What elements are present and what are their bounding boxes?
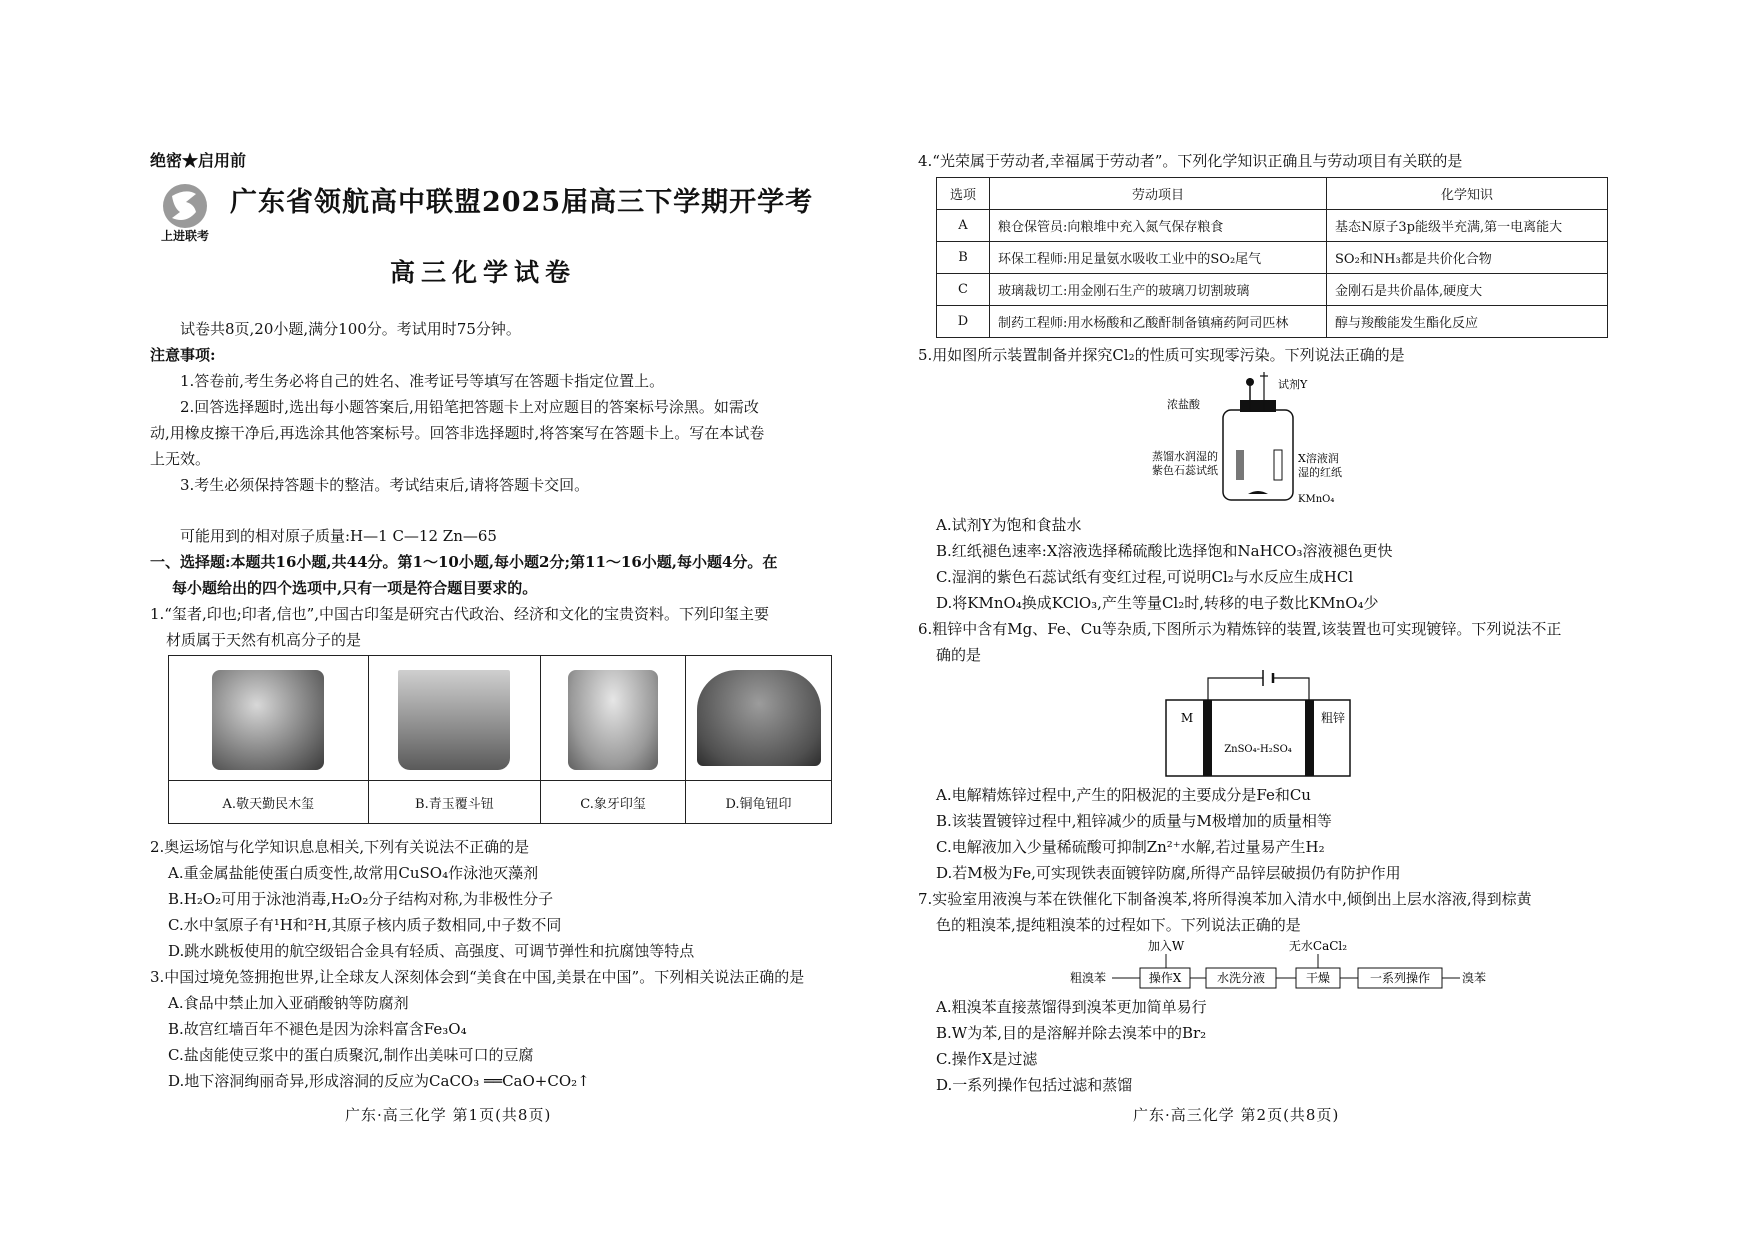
q7-option-b: B.W为苯,目的是溶解并除去溴苯中的Br₂: [936, 1024, 1207, 1042]
flow-start: 粗溴苯: [1070, 971, 1107, 985]
right-page: [918, 0, 1608, 1236]
flow-dry: 干燥: [1305, 971, 1331, 985]
section-heading: 一、选择题:本题共16小题,共44分。第1～10小题,每小题2分;第11～16小题,每小题4分。在: [150, 553, 778, 571]
q4-stem: 4.“光荣属于劳动者,幸福属于劳动者”。下列化学知识正确且与劳动项目有关联的是: [918, 152, 1463, 170]
flow-anhydrous-cacl2: 无水CaCl₂: [1288, 939, 1348, 953]
q1-option-b: B.青玉覆斗钮: [368, 781, 541, 824]
q2-option-a: A.重金属盐能使蛋白质变性,故常用CuSO₄作泳池灭藻剂: [168, 864, 539, 882]
q4-row-b-knowledge: SO₂和NH₃都是共价化合物: [1327, 242, 1608, 274]
q1-option-c: C.象牙印玺: [541, 781, 686, 824]
q5-option-b: B.红纸褪色速率:X溶液选择稀硫酸比选择饱和NaHCO₃溶液褪色更快: [936, 542, 1393, 560]
q4-row-a-option: A: [937, 210, 990, 242]
exam-subtitle: 高三化学试卷: [390, 258, 577, 287]
note-2-end: 上无效。: [150, 450, 211, 468]
note-3: 3.考生必须保持答题卡的整洁。考试结束后,请将答题卡交回。: [180, 476, 590, 494]
label-xsolution-2: 湿的红纸: [1298, 466, 1342, 479]
label-xsolution-1: X溶液润: [1298, 452, 1339, 465]
q1-option-d: D.铜龟钮印: [686, 781, 832, 824]
secret-label: 绝密★启用前: [150, 151, 247, 170]
q4-row-c-knowledge: 金刚石是共价晶体,硬度大: [1327, 274, 1608, 306]
jade-seal-image: [398, 670, 510, 770]
q4-row-d: [937, 306, 1608, 338]
q4-row-d-option: D: [937, 306, 990, 338]
left-page: [150, 0, 830, 1236]
q4-row-c-option: C: [937, 274, 990, 306]
q3-stem: 3.中国过境免签拥抱世界,让全球友人深刻体会到“美食在中国,美景在中国”。下列相关说法正确的是: [150, 968, 805, 986]
chlorine-apparatus-diagram: [1148, 372, 1368, 512]
note-1: 1.答卷前,考生务必将自己的姓名、准考证号等填写在答题卡指定位置上。: [180, 372, 665, 390]
q2-option-b: B.H₂O₂可用于泳池消毒,H₂O₂分子结构对称,为非极性分子: [168, 890, 554, 908]
q5-option-c: C.湿润的紫色石蕊试纸有变红过程,可说明Cl₂与水反应生成HCl: [936, 568, 1354, 586]
label-kmno4: KMnO₄: [1298, 494, 1335, 505]
logo-text: 上进联考: [160, 229, 210, 243]
q7-option-d: D.一系列操作包括过滤和蒸馏: [936, 1076, 1133, 1094]
label-litmus-2: 紫色石蕊试纸: [1152, 464, 1218, 477]
q7-option-c: C.操作X是过滤: [936, 1050, 1038, 1068]
label-electrode-m: M: [1180, 711, 1194, 725]
q1-seal-table: [168, 655, 832, 824]
page-footer-right: 广东·高三化学 第2页(共8页): [1133, 1106, 1340, 1124]
q2-stem: 2.奥运场馆与化学知识息息相关,下列有关说法不正确的是: [150, 838, 530, 856]
flow-end: 溴苯: [1462, 971, 1487, 985]
q2-option-c: C.水中氢原子有¹H和²H,其原子核内质子数相同,中子数不同: [168, 916, 562, 934]
q6-option-a: A.电解精炼锌过程中,产生的阳极泥的主要成分是Fe和Cu: [936, 786, 1311, 804]
q7-option-a: A.粗溴苯直接蒸馏得到溴苯更加简单易行: [936, 998, 1207, 1016]
q4-table: [936, 177, 1608, 338]
q4-row-b-project: 环保工程师:用足量氨水吸收工业中的SO₂尾气: [990, 242, 1327, 274]
page-footer-left: 广东·高三化学 第1页(共8页): [345, 1106, 552, 1124]
label-reagent-y: 试剂Y: [1278, 378, 1308, 391]
q1-stem-cont: 材质属于天然有机高分子的是: [166, 631, 362, 649]
label-conc-hcl: 浓盐酸: [1167, 398, 1200, 411]
q5-option-d: D.将KMnO₄换成KClO₃,产生等量Cl₂时,转移的电子数比KMnO₄少: [936, 594, 1379, 612]
q6-stem: 6.粗锌中含有Mg、Fe、Cu等杂质,下图所示为精炼锌的装置,该装置也可实现镀锌。下列说法不正: [918, 620, 1562, 638]
exam-title: 广东省领航高中联盟2025届高三下学期开学考: [230, 187, 814, 218]
q6-stem-cont: 确的是: [936, 646, 982, 664]
q4-header-knowledge: 化学知识: [1327, 178, 1608, 210]
seal-cell-c: [541, 656, 686, 781]
flow-wash: 水洗分液: [1216, 971, 1266, 985]
q4-row-a: [937, 210, 1608, 242]
q6-option-c: C.电解液加入少量稀硫酸可抑制Zn²⁺水解,若过量易产生H₂: [936, 838, 1325, 856]
q7-stem-cont: 色的粗溴苯,提纯粗溴苯的过程如下。下列说法正确的是: [936, 916, 1301, 934]
flow-series: 一系列操作: [1369, 971, 1431, 985]
seal-cell-b: [368, 656, 541, 781]
q4-row-b: [937, 242, 1608, 274]
q4-row-a-knowledge: 基态N原子3p能级半充满,第一电离能大: [1327, 210, 1608, 242]
label-electrolyte: ZnSO₄-H₂SO₄: [1224, 744, 1292, 755]
q4-row-b-option: B: [937, 242, 990, 274]
notice-heading: 注意事项:: [150, 346, 216, 364]
q5-option-a: A.试剂Y为饱和食盐水: [936, 516, 1082, 534]
flow-add-w: 加入W: [1147, 939, 1185, 953]
seal-cell-d: [686, 656, 832, 781]
label-litmus-1: 蒸馏水润湿的: [1152, 450, 1218, 463]
wood-seal-image: [212, 670, 324, 770]
q4-header-option: 选项: [937, 178, 990, 210]
atomic-mass: 可能用到的相对原子质量:H—1 C—12 Zn—65: [180, 527, 497, 545]
seal-cell-a: [169, 656, 369, 781]
q3-option-d: D.地下溶洞绚丽奇异,形成溶洞的反应为CaCO₃ ══CaO+CO₂↑: [168, 1072, 590, 1090]
note-2-cont: 动,用橡皮擦干净后,再选涂其他答案标号。回答非选择题时,将答案写在答题卡上。写在本试卷: [150, 424, 765, 442]
q6-option-b: B.该装置镀锌过程中,粗锌减少的质量与M极增加的质量相等: [936, 812, 1332, 830]
q4-row-d-project: 制药工程师:用水杨酸和乙酸酐制备镇痛药阿司匹林: [990, 306, 1327, 338]
q7-stem: 7.实验室用液溴与苯在铁催化下制备溴苯,将所得溴苯加入清水中,倾倒出上层水溶液,得到棕黄: [918, 890, 1532, 908]
exam-info: 试卷共8页,20小题,满分100分。考试用时75分钟。: [180, 320, 521, 338]
label-crude-zinc: 粗锌: [1320, 711, 1346, 725]
q3-option-a: A.食品中禁止加入亚硝酸钠等防腐剂: [168, 994, 409, 1012]
q1-stem: 1.“玺者,印也;印者,信也”,中国古印玺是研究古代政治、经济和文化的宝贵资料。下列印玺主要: [150, 605, 770, 623]
ivory-seal-image: [568, 670, 658, 770]
q3-option-b: B.故宫红墙百年不褪色是因为涂料富含Fe₃O₄: [168, 1020, 467, 1038]
q1-option-a: A.敬天勤民木玺: [169, 781, 369, 824]
q4-row-a-project: 粮仓保管员:向粮堆中充入氮气保存粮食: [990, 210, 1327, 242]
q3-option-c: C.盐卤能使豆浆中的蛋白质聚沉,制作出美味可口的豆腐: [168, 1046, 534, 1064]
q2-option-d: D.跳水跳板使用的航空级铝合金具有轻质、高强度、可调节弹性和抗腐蚀等特点: [168, 942, 695, 960]
note-2: 2.回答选择题时,选出每小题答案后,用铅笔把答题卡上对应题目的答案标号涂黑。如需改: [180, 398, 759, 416]
section-heading-cont: 每小题给出的四个选项中,只有一项是符合题目要求的。: [172, 579, 538, 597]
purification-flowchart: [1068, 938, 1498, 994]
q4-row-c: [937, 274, 1608, 306]
q4-row-c-project: 玻璃裁切工:用金刚石生产的玻璃刀切割玻璃: [990, 274, 1327, 306]
q4-row-d-knowledge: 醇与羧酸能发生酯化反应: [1327, 306, 1608, 338]
exam-logo: [156, 180, 214, 244]
electrolysis-cell-diagram: [1163, 670, 1353, 780]
q6-option-d: D.若M极为Fe,可实现铁表面镀锌防腐,所得产品锌层破损仍有防护作用: [936, 864, 1401, 882]
bronze-turtle-seal-image: [697, 670, 821, 766]
q5-stem: 5.用如图所示装置制备并探究Cl₂的性质可实现零污染。下列说法正确的是: [918, 346, 1405, 364]
q4-header-project: 劳动项目: [990, 178, 1327, 210]
flow-op-x: 操作X: [1148, 971, 1182, 985]
